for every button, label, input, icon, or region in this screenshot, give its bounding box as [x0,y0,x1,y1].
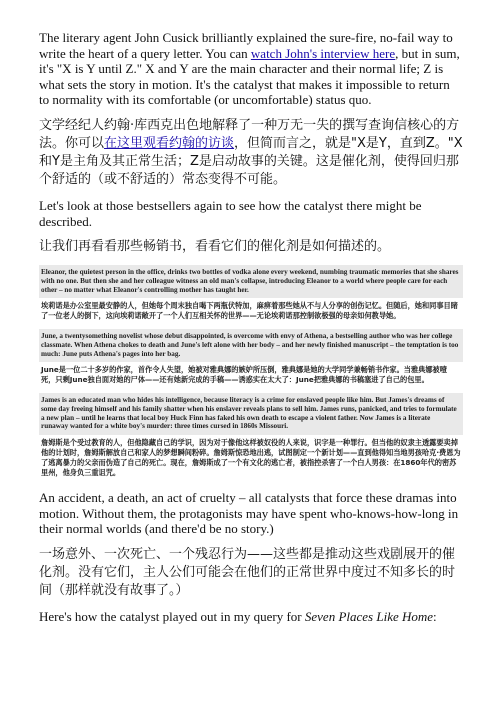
quote-block-june [39,329,463,362]
paragraph-bestsellers-zh: 让我们再看看那些畅销书，看看它们的催化剂是如何描述的。 [39,239,391,255]
quote-eleanor-zh: 埃莉诺是办公室里最安静的人，但她每个周末独自喝下两瓶伏特加，麻痹着那些她从不与人分享的创伤记忆。但随后，她和同事目睹了一位老人的倒下，这向埃莉诺敞开了一个人们互相关怀的世界——无论埃莉诺那控制欲极强的母亲如何教导她。 [41,301,458,321]
quote-june-en: June, a twentysomething novelist whose debut disappointed, is overcome with envy of Athena, a bestselling author who was her college classmate. When Athena chokes to death and June's left alone with her body – and her newly finished manuscript – the temptation is too much: June puts Athena's pages into her bag. [41,332,459,358]
interview-link-zh[interactable]: 在这里观看约翰的访谈 [104,135,235,151]
interview-link[interactable]: watch John's interview here [250,45,396,61]
paragraph-query-text: Here's how the catalyst played out in my query for [39,608,305,624]
paragraph-intro-zh-before-link: 文学经纪人约翰·库西克出色地解释了一种万无一失的撰写查询信核心的方法。你可以 [39,117,460,151]
paragraph-intro-zh [39,117,463,189]
paragraph-intro [39,30,463,108]
paragraph-intro-zh-after-link: ，但简而言之，就是"X是Y，直到Z。"X和Y是主角及其正常生活；Z是启动故事的关键。这是催化剂，使得回归那个舒适的（或不舒适的）常态变得不可能。 [39,135,463,187]
paragraph-bestsellers: Let's look at those bestsellers again to see how the catalyst there might be described. [39,197,422,229]
quote-eleanor-en: Eleanor, the quietest person in the office, drinks two bottles of vodka alone every weekend, numbing traumatic memories that she shares with no one. But then she and her colleague witness an old man's collapse, introducing Eleanor to a world where people care for each other – no matter what Eleanor's controlling mother has taught her. [41,268,459,294]
paragraph-intro-text-before-link: The literary agent John Cusick brilliantly explained the sure-fire, no-fail way to write the heart of a query letter. You can [39,30,453,61]
paragraph-query-colon: : [433,608,437,624]
paragraph-intro-text-after-link: , but in sum, it's "X is Y until Z." X and Y are the main character and their normal life; Z is what sets the story in motion. It's the catalyst that makes it impossible to return to normality with its comfortable (or uncomfortable) status quo. [39,45,460,108]
quote-block-james [39,393,463,435]
article-body [39,30,463,634]
book-title: Seven Places Like Home [304,608,434,624]
quote-june-zh: June是一位二十多岁的作家，首作令人失望，她被对雅典娜的嫉妒所压倒，雅典娜是她的大学同学兼畅销书作家。当雅典娜被噎死，只剩June独自面对她的尸体——还有她新完成的手稿——诱惑实在太大了：June把雅典娜的书稿塞进了自己的包里。 [41,365,447,385]
quote-james-en: James is an educated man who hides his intelligence, because literacy is a crime for enslaved people like him. But James's dreams of some day freeing himself and his family shatter when his enslaver reveals plans to sell him. James runs, panicked, and tries to formulate a new plan – until he learns that local boy Huck Finn has faked his own death to escape a violent father. Now James is a literate runaway wanted for a white boy's murder: three times cursed in 1860s Missouri. [41,396,457,431]
paragraph-query [39,609,463,625]
paragraph-catalysts: An accident, a death, an act of cruelty – all catalysts that force these dramas into motion. Without them, the protagonists may have spent who-knows-how-long in their normal worlds (and there'd be no story.) [39,490,459,537]
quote-block-eleanor [39,265,463,298]
quote-james-zh: 詹姆斯是个受过教育的人，但他隐藏自己的学识，因为对于像他这样被奴役的人来说，识字是一种罪行。但当他的奴隶主透露要卖掉他的计划时，詹姆斯解放自己和家人的梦想瞬间粉碎。詹姆斯惊恐地出逃，试图制定一个新计划——直到他得知当地男孩哈克·费恩为了逃离暴力的父亲而伪造了自己的死亡。现在，詹姆斯成了一个有文化的逃亡者，被指控杀害了一个白人男孩：在1860年代的密苏里州，他身负三重诅咒。 [41,438,461,478]
paragraph-catalysts-zh: 一场意外、一次死亡、一个残忍行为——这些都是推动这些戏剧展开的催化剂。没有它们，主人公们可能会在他们的正常世界中度过不知多长的时间（那样就没有故事了。） [39,546,456,598]
